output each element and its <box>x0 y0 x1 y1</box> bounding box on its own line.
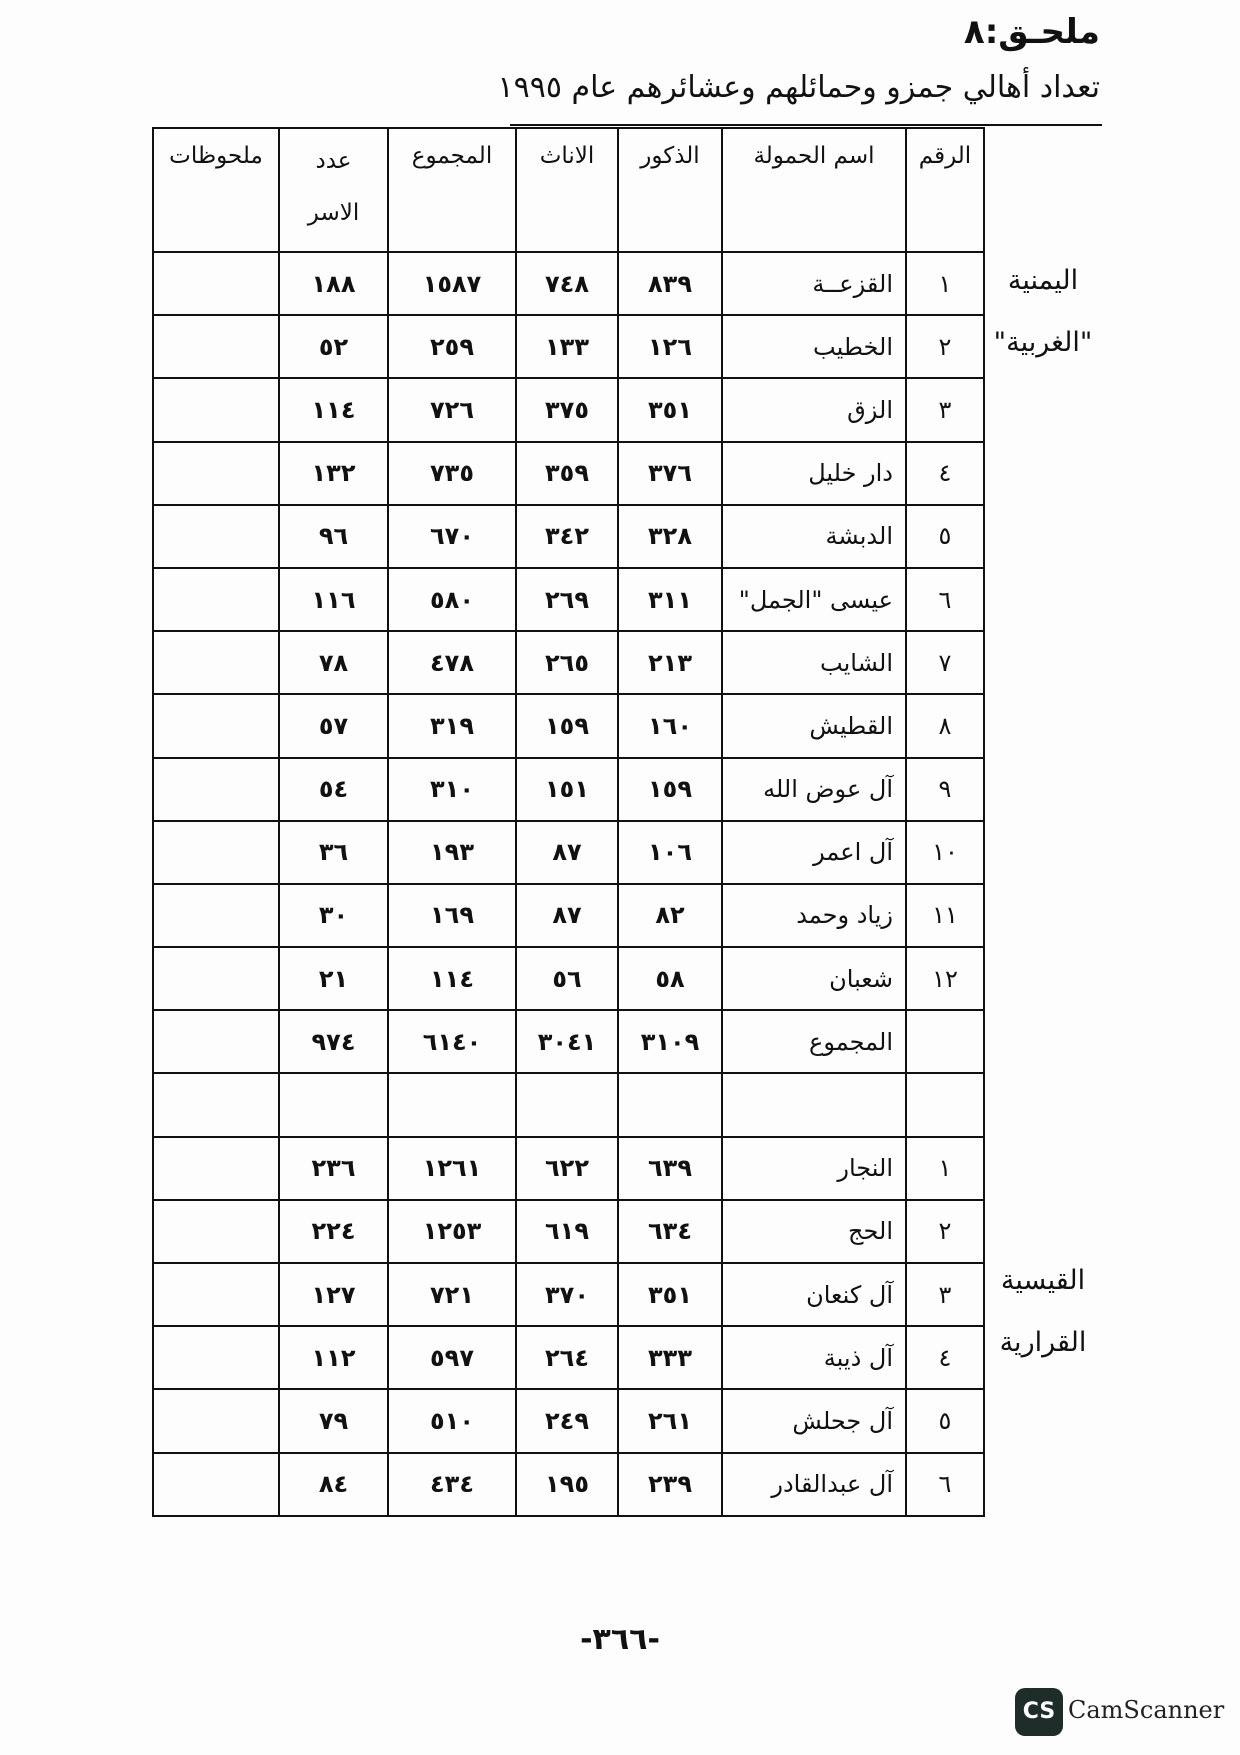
total-count: ٦٧٠ <box>388 505 516 568</box>
clan-name: آل عوض الله <box>722 758 906 821</box>
clan-name: الخطيب <box>722 315 906 378</box>
group-label-line: القيسية <box>1000 1265 1086 1296</box>
families-count: ٩٦ <box>279 505 388 568</box>
males-count: ٥٨ <box>618 947 722 1010</box>
males-count: ٣٥١ <box>618 378 722 441</box>
row-number: ٥ <box>906 505 984 568</box>
notes <box>153 1326 279 1389</box>
page-number: -٣٦٦- <box>580 1622 660 1657</box>
table-row <box>153 631 984 694</box>
empty-cell <box>279 1073 388 1136</box>
table-spacer-row <box>153 1073 984 1136</box>
males-count: ١٠٦ <box>618 821 722 884</box>
notes <box>153 821 279 884</box>
females-count: ١٥٩ <box>516 694 618 757</box>
families-count: ٣٦ <box>279 821 388 884</box>
row-number: ٧ <box>906 631 984 694</box>
table-row <box>153 568 984 631</box>
females-count: ٢٦٤ <box>516 1326 618 1389</box>
notes <box>153 568 279 631</box>
notes <box>153 378 279 441</box>
col-header-total: المجموع <box>388 128 516 252</box>
females-count: ٣٠٤١ <box>516 1010 618 1073</box>
notes <box>153 505 279 568</box>
families-count: ٢٢٤ <box>279 1200 388 1263</box>
table-row <box>153 821 984 884</box>
families-count: ٣٠ <box>279 884 388 947</box>
clan-name: عيسى "الجمل" <box>722 568 906 631</box>
males-count: ٣٧٦ <box>618 442 722 505</box>
clan-name: القزعــة <box>722 252 906 315</box>
clan-name: آل اعمر <box>722 821 906 884</box>
families-count: ١١٦ <box>279 568 388 631</box>
group-label-qaysiya <box>988 1250 1098 1374</box>
families-count: ٧٩ <box>279 1389 388 1452</box>
col-header-females: الاناث <box>516 128 618 252</box>
row-number: ٢ <box>906 315 984 378</box>
females-count: ٦١٩ <box>516 1200 618 1263</box>
empty-cell <box>388 1073 516 1136</box>
table-row <box>153 1326 984 1389</box>
clan-name: الشايب <box>722 631 906 694</box>
camscanner-logo-icon: CS <box>1015 1688 1063 1736</box>
row-number: ٦ <box>906 1453 984 1516</box>
females-count: ١٩٥ <box>516 1453 618 1516</box>
families-count: ٥٤ <box>279 758 388 821</box>
females-count: ٣٤٢ <box>516 505 618 568</box>
row-number: ١ <box>906 1137 984 1200</box>
population-table <box>152 127 985 1517</box>
table-row <box>153 252 984 315</box>
table-row <box>153 378 984 441</box>
families-count: ٧٨ <box>279 631 388 694</box>
empty-cell <box>906 1073 984 1136</box>
males-count: ٣٢٨ <box>618 505 722 568</box>
total-count: ٦١٤٠ <box>388 1010 516 1073</box>
total-count: ٧٢٦ <box>388 378 516 441</box>
families-count: ١١٢ <box>279 1326 388 1389</box>
table-total-row <box>153 1010 984 1073</box>
table-row <box>153 758 984 821</box>
clan-name: آل كنعان <box>722 1263 906 1326</box>
table-header-row <box>153 128 984 252</box>
empty-cell <box>153 1073 279 1136</box>
notes <box>153 631 279 694</box>
clan-name: النجار <box>722 1137 906 1200</box>
families-count: ١٣٢ <box>279 442 388 505</box>
table-row <box>153 1137 984 1200</box>
col-header-families-text: عدد الاسر <box>307 148 360 226</box>
col-header-notes: ملحوظات <box>153 128 279 252</box>
males-count: ١٦٠ <box>618 694 722 757</box>
row-number: ٨ <box>906 694 984 757</box>
clan-name: دار خليل <box>722 442 906 505</box>
males-count: ١٢٦ <box>618 315 722 378</box>
females-count: ٧٤٨ <box>516 252 618 315</box>
total-count: ٣١٩ <box>388 694 516 757</box>
clan-name: الدبشة <box>722 505 906 568</box>
notes <box>153 315 279 378</box>
families-count: ٥٧ <box>279 694 388 757</box>
families-count: ١٨٨ <box>279 252 388 315</box>
females-count: ٨٧ <box>516 821 618 884</box>
row-number: ٣ <box>906 1263 984 1326</box>
males-count: ٢١٣ <box>618 631 722 694</box>
families-count: ٨٤ <box>279 1453 388 1516</box>
males-count: ٢٣٩ <box>618 1453 722 1516</box>
notes <box>153 252 279 315</box>
families-count: ٥٢ <box>279 315 388 378</box>
row-number: ٩ <box>906 758 984 821</box>
total-count: ٧٣٥ <box>388 442 516 505</box>
col-header-families <box>279 128 388 252</box>
total-count: ١٥٨٧ <box>388 252 516 315</box>
females-count: ٢٤٩ <box>516 1389 618 1452</box>
clan-name: آل جحلش <box>722 1389 906 1452</box>
table-row <box>153 1389 984 1452</box>
males-count: ٣١١ <box>618 568 722 631</box>
col-header-clan-name: اسم الحمولة <box>722 128 906 252</box>
families-count: ٩٧٤ <box>279 1010 388 1073</box>
group-label-line: اليمنية <box>1007 265 1079 296</box>
group-label-line: القرارية <box>999 1327 1087 1358</box>
notes <box>153 442 279 505</box>
total-count: ١١٤ <box>388 947 516 1010</box>
notes <box>153 758 279 821</box>
notes <box>153 947 279 1010</box>
males-count: ٢٦١ <box>618 1389 722 1452</box>
families-count: ٢١ <box>279 947 388 1010</box>
total-count: ٥٩٧ <box>388 1326 516 1389</box>
table-row <box>153 505 984 568</box>
clan-name: الزق <box>722 378 906 441</box>
appendix-label: ملحـق:٨ <box>963 12 1100 52</box>
camscanner-watermark: CamScanner <box>1068 1696 1225 1724</box>
row-number: ٦ <box>906 568 984 631</box>
row-number: ١١ <box>906 884 984 947</box>
females-count: ١٣٣ <box>516 315 618 378</box>
page-title: تعداد أهالي جمزو وحمائلهم وعشائرهم عام ١٩٩٥ <box>497 70 1100 105</box>
table-row <box>153 947 984 1010</box>
clan-name: القطيش <box>722 694 906 757</box>
title-underline <box>510 124 1102 126</box>
group-label-yamaniya <box>988 250 1098 374</box>
table-body <box>153 252 984 1516</box>
table-row <box>153 1263 984 1326</box>
notes <box>153 1389 279 1452</box>
row-number <box>906 1010 984 1073</box>
total-count: ٥١٠ <box>388 1389 516 1452</box>
families-count: ٢٣٦ <box>279 1137 388 1200</box>
notes <box>153 1137 279 1200</box>
notes <box>153 1200 279 1263</box>
clan-name: آل ذيبة <box>722 1326 906 1389</box>
total-count: ١٩٣ <box>388 821 516 884</box>
table-row <box>153 442 984 505</box>
row-number: ٢ <box>906 1200 984 1263</box>
empty-cell <box>722 1073 906 1136</box>
total-count: ٢٥٩ <box>388 315 516 378</box>
males-count: ٨٣٩ <box>618 252 722 315</box>
notes <box>153 1010 279 1073</box>
empty-cell <box>618 1073 722 1136</box>
total-count: ١٢٦١ <box>388 1137 516 1200</box>
females-count: ٣٧٠ <box>516 1263 618 1326</box>
clan-name: شعبان <box>722 947 906 1010</box>
males-count: ٣١٠٩ <box>618 1010 722 1073</box>
empty-cell <box>516 1073 618 1136</box>
clan-name: المجموع <box>722 1010 906 1073</box>
males-count: ١٥٩ <box>618 758 722 821</box>
row-number: ٥ <box>906 1389 984 1452</box>
males-count: ٨٢ <box>618 884 722 947</box>
females-count: ٥٦ <box>516 947 618 1010</box>
total-count: ١٢٥٣ <box>388 1200 516 1263</box>
row-number: ٣ <box>906 378 984 441</box>
families-count: ١٢٧ <box>279 1263 388 1326</box>
table-row <box>153 884 984 947</box>
males-count: ٦٣٩ <box>618 1137 722 1200</box>
table-row <box>153 1453 984 1516</box>
row-number: ١٠ <box>906 821 984 884</box>
col-header-number: الرقم <box>906 128 984 252</box>
total-count: ٥٨٠ <box>388 568 516 631</box>
clan-name: زياد وحمد <box>722 884 906 947</box>
table-row <box>153 694 984 757</box>
notes <box>153 884 279 947</box>
group-label-line: "الغربية" <box>993 327 1093 358</box>
families-count: ١١٤ <box>279 378 388 441</box>
notes <box>153 1263 279 1326</box>
total-count: ١٦٩ <box>388 884 516 947</box>
females-count: ١٥١ <box>516 758 618 821</box>
total-count: ٣١٠ <box>388 758 516 821</box>
males-count: ٣٥١ <box>618 1263 722 1326</box>
clan-name: الحج <box>722 1200 906 1263</box>
males-count: ٣٣٣ <box>618 1326 722 1389</box>
row-number: ١٢ <box>906 947 984 1010</box>
row-number: ١ <box>906 252 984 315</box>
col-header-males: الذكور <box>618 128 722 252</box>
table-row <box>153 1200 984 1263</box>
males-count: ٦٣٤ <box>618 1200 722 1263</box>
total-count: ٧٢١ <box>388 1263 516 1326</box>
females-count: ٦٢٢ <box>516 1137 618 1200</box>
females-count: ٢٦٩ <box>516 568 618 631</box>
total-count: ٤٧٨ <box>388 631 516 694</box>
females-count: ٢٦٥ <box>516 631 618 694</box>
females-count: ٣٧٥ <box>516 378 618 441</box>
table-row <box>153 315 984 378</box>
row-number: ٤ <box>906 442 984 505</box>
clan-name: آل عبدالقادر <box>722 1453 906 1516</box>
females-count: ٨٧ <box>516 884 618 947</box>
females-count: ٣٥٩ <box>516 442 618 505</box>
total-count: ٤٣٤ <box>388 1453 516 1516</box>
notes <box>153 694 279 757</box>
notes <box>153 1453 279 1516</box>
row-number: ٤ <box>906 1326 984 1389</box>
